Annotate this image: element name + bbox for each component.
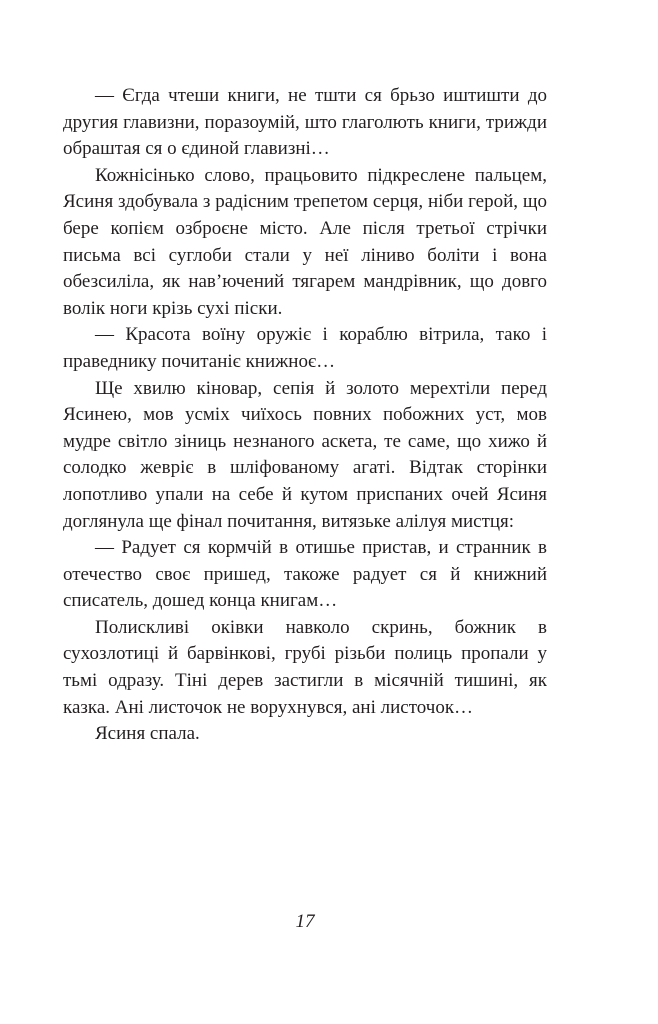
paragraph-5: — Радует ся кормчій в отишье пристав, и странник в отечество своє пришед, такоже радует ся й книжний списатель, дошед конца книгам…	[63, 537, 547, 612]
paragraph-3: — Красота воїну оружіє і кораблю вітрила, тако і праведнику почитаніє книжноє…	[63, 324, 547, 372]
body-text	[63, 83, 547, 748]
paragraph-1: — Єгда чтеши книги, не тшти ся брьзо иштишти до другия главизни, поразоумій, што глаголють книги, трижди обраштая ся о єдиной главизні…	[63, 85, 547, 160]
paragraph-2: Кожнісінько слово, працьовито підкреслене пальцем, Ясиня здобувала з радісним трепетом серця, ніби герой, що бере копієм озброєне місто. Але після третьої стрічки письма всі суглоби стали у неї ліниво боліти і вона обезсиліла, як нав’ючений тягарем мандрівник, що довго волік ноги крізь сухі піски.	[63, 164, 547, 319]
paragraph-4: Ще хвилю кіновар, сепія й золото мерехтіли перед Ясинею, мов усміх чиїхось повних побожних уст, мов мудре світло зіниць незнаного аскета, те саме, що хижо й солодко жевріє в шліфованому агаті. Відтак сторінки лопотливо упали на себе й кутом приспаних очей Ясиня доглянула ще фінал почитання, витязьке алілуя мистця:	[63, 377, 547, 532]
paragraph-6: Полискливі оківки навколо скринь, божник в сухозлотиці й барвінкові, грубі різьби полиць пропали у тьмі одразу. Тіні дерев застигли в місячній тишині, як казка. Ані листочок не ворухнувся, ані листочок…	[63, 616, 547, 718]
paragraph-7: Ясиня спала.	[95, 723, 200, 745]
page-number: 17	[295, 911, 315, 932]
